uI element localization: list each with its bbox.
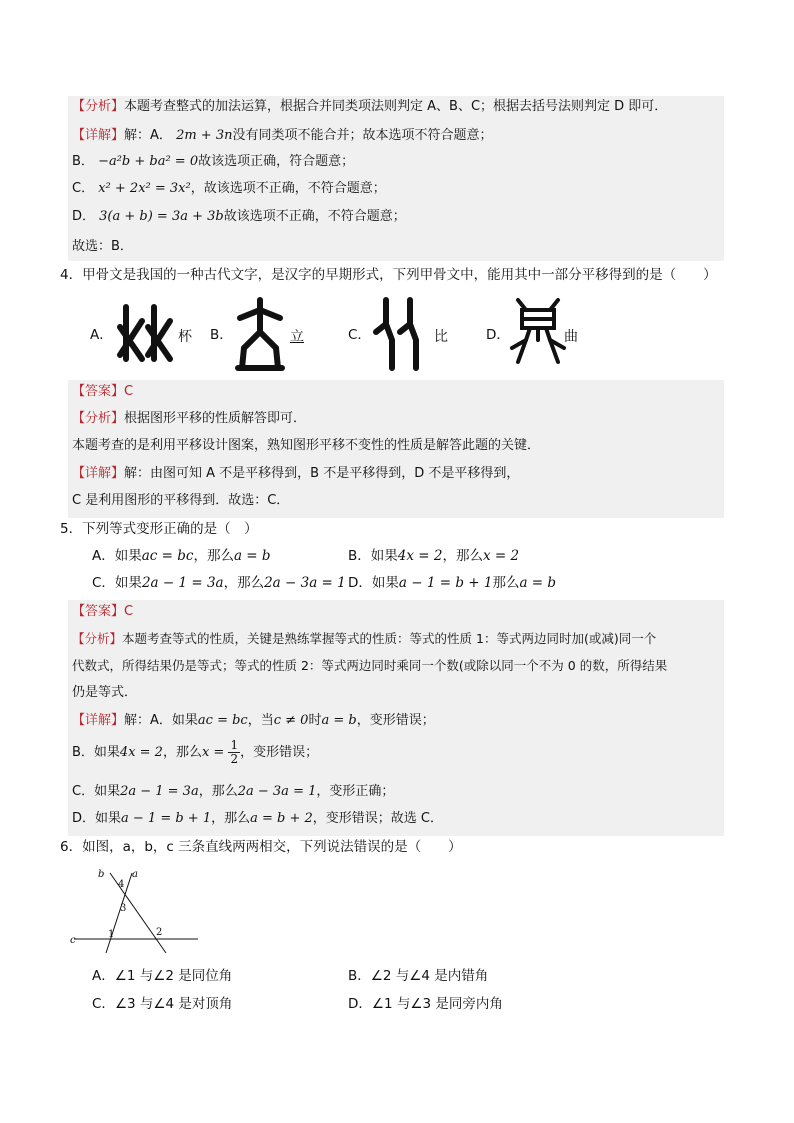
q5-option-a: A．如果ac = bc，那么a = b [92,548,271,564]
q6-option-a: A．∠1 与∠2 是同位角 [92,968,233,984]
q5-detail-c: C．如果2a − 1 = 3a，那么2a − 3a = 1，变形正确； [72,784,395,799]
line-label-a: a [132,869,138,880]
q4-option-a-label: A． [90,327,113,343]
oracle-bone-glyph-c [370,296,430,371]
q5-option-d: D．如果a − 1 = b + 1那么a = b [348,575,557,591]
q5-option-c: C．如果2a − 1 = 3a，那么2a − 3a = 1 [92,575,346,591]
analysis-tag: 【分析】 [72,99,125,114]
q4-stem: 4．甲骨文是我国的一种古代文字，是汉字的早期形式，下列甲骨文中，能用其中一部分平移得到的是（ ） [60,267,717,283]
q4-analysis: 【分析】根据图形平移的性质解答即可． [72,411,307,426]
fraction-one-half: $\frac{1}{2}$ [230,738,239,766]
q5-analysis-3: 仍是等式． [72,685,138,700]
oracle-bone-glyph-b [232,296,292,371]
q3-option-d: D． 3(a + b) = 3a + 3b故该选项不正确，不符合题意； [72,209,406,224]
q4-option-b-label: B． [210,327,233,343]
q5-option-b: B．如果4x = 2，那么x = 2 [348,548,520,564]
q4-detail: 【详解】解：由图可知 A 不是平移得到，B 不是平移得到，D 不是平移得到， [72,466,520,481]
angle-label-1: 1 [108,929,115,940]
angle-label-4: 4 [118,879,125,890]
q4-option-c-label: C． [348,327,371,343]
q4-option-b-char: 立 [290,329,304,345]
q5-analysis-1: 【分析】本题考查等式的性质，关键是熟练掌握等式的性质：等式的性质 1：等式两边同时加(或减)同一个 [72,631,657,646]
q4-option-a-char: 杯 [178,329,192,345]
q3-option-c: C． x² + 2x² = 3x²，故该选项不正确，不符合题意； [72,181,386,196]
oracle-bone-glyph-a [116,303,186,363]
q4-option-d-char: 曲 [564,329,578,345]
q4-detail-2: C 是利用图形的平移得到．故选：C． [72,493,290,508]
q6-figure-three-lines [68,865,208,955]
line-label-c: c [70,935,76,946]
angle-label-3: 3 [120,903,127,914]
q6-option-c: C．∠3 与∠4 是对顶角 [92,996,233,1012]
q6-stem: 6．如图，a，b，c 三条直线两两相交，下列说法错误的是（ ） [60,839,462,855]
q6-option-d: D．∠1 与∠3 是同旁内角 [348,996,503,1012]
q4-option-c-char: 比 [434,329,448,345]
q3-solution-block [68,96,724,261]
q5-detail-a: 【详解】解：A．如果ac = bc，当c ≠ 0时a = b，变形错误； [72,713,435,728]
q6-option-b: B．∠2 与∠4 是内错角 [348,968,489,984]
q5-detail-b: B．如果4x = 2，那么x = $\frac{1}{2}$ ，变形错误； [72,738,319,766]
q5-analysis-2: 代数式，所得结果仍是等式；等式的性质 2：等式两边同时乘同一个数(或除以同一个不为 0 的数，所得结果 [72,658,668,673]
angle-label-2: 2 [156,927,163,938]
line-label-b: b [98,869,105,880]
q3-choose: 故选：B． [72,239,133,254]
q3-option-b: B． −a²b + ba² = 0故该选项正确，符合题意； [72,154,355,169]
q3-detail: 【详解】解：A． 2m + 3n没有同类项不能合并；故本选项不符合题意； [72,128,493,143]
q5-answer: 【答案】C [72,604,134,619]
q3-analysis: 【分析】本题考查整式的加法运算，根据合并同类项法则判定 A、B、C；根据去括号法则判定 D 即可． [72,99,668,114]
q4-option-d-label: D． [486,327,510,343]
q5-stem: 5．下列等式变形正确的是（ ） [60,521,258,537]
q5-detail-d: D．如果a − 1 = b + 1，那么a = b + 2，变形错误；故选 C． [72,811,444,826]
oracle-bone-glyph-d [508,296,568,371]
q4-answer: 【答案】C [72,384,134,399]
q4-analysis-2: 本题考查的是利用平移设计图案，熟知图形平移不变性的性质是解答此题的关键． [72,438,541,453]
detail-tag: 【详解】 [72,128,125,143]
